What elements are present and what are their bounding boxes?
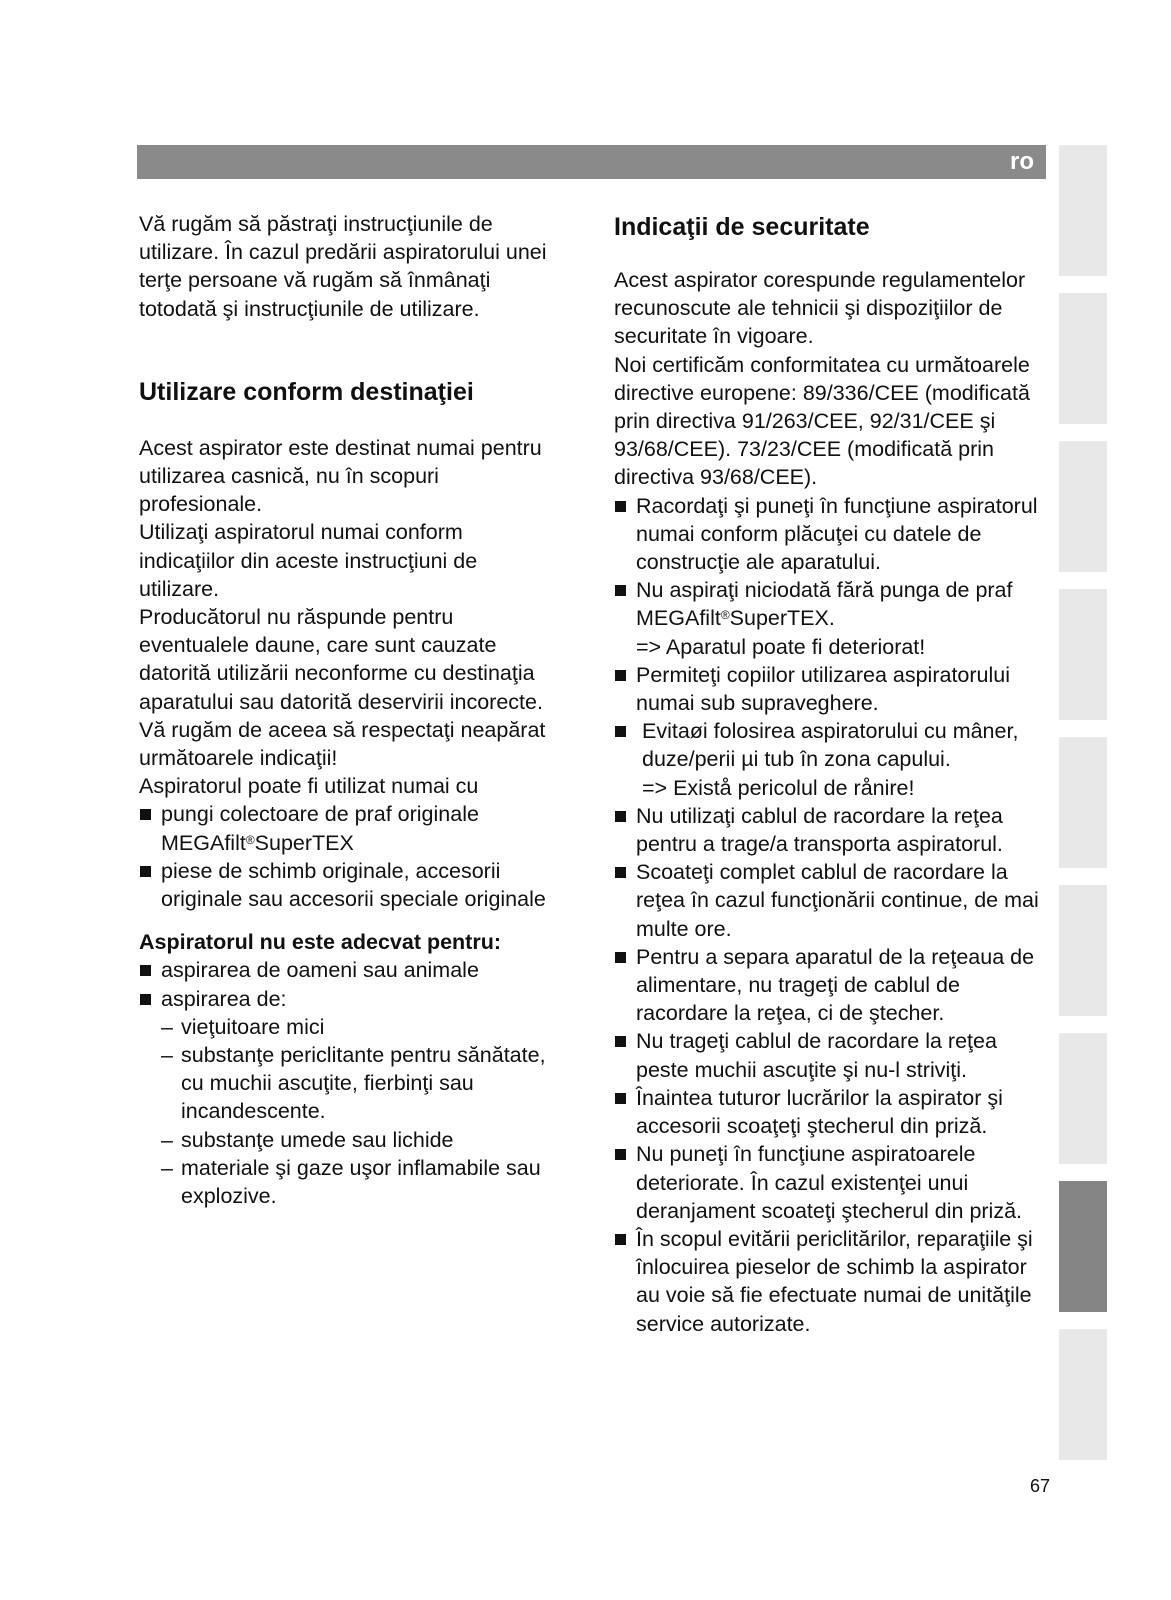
bullet-square-icon <box>140 965 151 976</box>
sub-list-item: – substanţe periclitante pentru sănătate, cu muchii ascuţite, fierbinţi sau incandescente. <box>161 1043 546 1124</box>
side-tab-2 <box>1059 293 1107 424</box>
side-tab-5 <box>1059 737 1107 868</box>
paragraph: Vă rugăm de aceea să respectaţi neapărat următoarele indicaţii! <box>139 717 546 771</box>
paragraph: Acest aspirator este destinat numai pentru utilizarea casnică, nu în scopuri profesionale. <box>139 435 542 517</box>
bullet-square-icon <box>615 726 626 737</box>
bullet-square-icon <box>140 809 151 820</box>
paragraph: Producătorul nu răspunde pentru eventualele daune, care sunt cauzate datorită utilizării neconforme cu destinaţia aparatului sau datorită deservirii incorecte. <box>139 605 543 714</box>
bullet-square-icon <box>615 585 626 596</box>
list-item: În scopul evitării periclitărilor, reparaţiile şi înlocuirea pieselor de schimb la aspirator au voie să fie efectuate numai de unităţile service autorizate. <box>614 1225 1054 1338</box>
safety-list <box>614 492 1054 1338</box>
list-item: Permiteţi copiilor utilizarea aspiratorului numai sub supraveghere. <box>614 661 1054 717</box>
intro-paragraph: Vă rugăm să păstraţi instrucţiunile de utilizare. În cazul predării aspiratorului unei terţe persoane vă rugăm să înmânaţi totodată şi instrucţiunile de utilizare. <box>139 212 547 321</box>
dash-marker: – <box>161 1014 173 1039</box>
bullet-square-icon <box>615 670 626 681</box>
dash-marker: – <box>161 1043 173 1068</box>
list-item: Racordaţi şi puneţi în funcţiune aspiratorul numai conform plăcuţei cu datele de construcţie ale aparatului. <box>614 492 1054 577</box>
side-tab-7 <box>1059 1033 1107 1164</box>
dash-marker: – <box>161 1155 173 1180</box>
side-tab-9 <box>1059 1329 1107 1460</box>
bullet-square-icon <box>140 994 151 1005</box>
subheading-not-suitable: Aspiratorul nu este adecvat pentru: <box>139 930 501 955</box>
bullet-square-icon <box>615 1036 626 1047</box>
registered-mark: ® <box>720 608 730 623</box>
bullet-square-icon <box>615 1234 626 1245</box>
list-item: Nu puneţi în funcţiune aspiratoarele deteriorate. În cazul existenţei unui deranjament scoateţi ştecherul din priză. <box>614 1140 1054 1225</box>
bullet-square-icon <box>615 811 626 822</box>
registered-mark: ® <box>245 832 255 847</box>
list-item: pungi colectoare de praf originale MEGAfilt®SuperTEX <box>139 800 559 856</box>
language-code: ro <box>1010 148 1034 175</box>
paragraph: Aspiratorul poate fi utilizat numai cu <box>139 774 479 799</box>
warning-note: => Aparatul poate fi deteriorat! <box>636 634 926 659</box>
side-tab-3 <box>1059 441 1107 572</box>
list-item: aspirarea de: <box>139 985 559 1013</box>
not-suitable-list <box>139 956 559 1210</box>
bullet-square-icon <box>615 867 626 878</box>
bullet-square-icon <box>615 1149 626 1160</box>
page-number: 67 <box>1030 1476 1051 1496</box>
section-heading-usage: Utilizare conform destinaţiei <box>139 377 474 406</box>
list-item: Nu aspiraţi niciodată fără punga de praf MEGAfilt®SuperTEX. => Aparatul poate fi deteriorat! <box>614 576 1054 661</box>
dash-marker: – <box>161 1127 173 1152</box>
left-column <box>139 210 559 1210</box>
paragraph: Noi certificăm conformitatea cu următoarele directive europene: 89/336/CEE (modificată prin directiva 91/263/CEE, 92/31/CEE şi 93/68/CEE). 73/23/CEE (modificată prin directiva 93/68/CEE). <box>614 352 1030 490</box>
bullet-square-icon <box>615 952 626 963</box>
list-item: Înaintea tuturor lucrărilor la aspirator şi accesorii scoaţeţi ştecherul din priză. <box>614 1084 1054 1140</box>
sub-list-item: – materiale şi gaze uşor inflamabile sau explozive. <box>161 1155 541 1209</box>
list-item: Evitaøi folosirea aspiratorului cu mâner, duze/perii µi tub în zona capului. => Existå pericolul de rånire! <box>614 717 1054 802</box>
list-item: Scoateţi complet cablul de racordare la reţea în cazul funcţionării continue, de mai multe ore. <box>614 858 1054 943</box>
side-tab-1 <box>1059 145 1107 276</box>
warning-note: => Existå pericolul de rånire! <box>642 775 915 800</box>
list-item: aspirarea de oameni sau animale <box>139 956 559 984</box>
side-tab-active <box>1059 1181 1107 1312</box>
bullet-square-icon <box>615 501 626 512</box>
paragraph: Acest aspirator corespunde regulamentelor recunoscute ale tehnicii şi dispoziţiilor de securitate în vigoare. <box>614 268 1026 349</box>
list-item: Nu trageţi cablul de racordare la reţea peste muchii ascuţite şi nu-l striviţi. <box>614 1027 1054 1083</box>
list-item: Nu utilizaţi cablul de racordare la reţea pentru a trage/a transporta aspiratorul. <box>614 802 1054 858</box>
bullet-square-icon <box>615 1093 626 1104</box>
list-item: piese de schimb originale, accesorii originale sau accesorii speciale originale <box>139 857 559 913</box>
side-tab-4 <box>1059 589 1107 720</box>
paragraph: Utilizaţi aspiratorul numai conform indicaţiilor din aceste instrucţiuni de utilizare. <box>139 520 478 601</box>
side-tab-6 <box>1059 885 1107 1016</box>
bullet-square-icon <box>140 866 151 877</box>
allowed-use-list <box>139 800 559 913</box>
sub-list-item: – vieţuitoare mici <box>139 1013 559 1041</box>
section-heading-safety: Indicaţii de securitate <box>614 213 870 241</box>
header-bar <box>137 145 1046 179</box>
list-item: Pentru a separa aparatul de la reţeaua de alimentare, nu trageţi de cablul de racordare la reţea, ci de ştecher. <box>614 943 1054 1028</box>
sub-list-item: – substanţe umede sau lichide <box>139 1126 559 1154</box>
right-column <box>614 210 1054 1338</box>
